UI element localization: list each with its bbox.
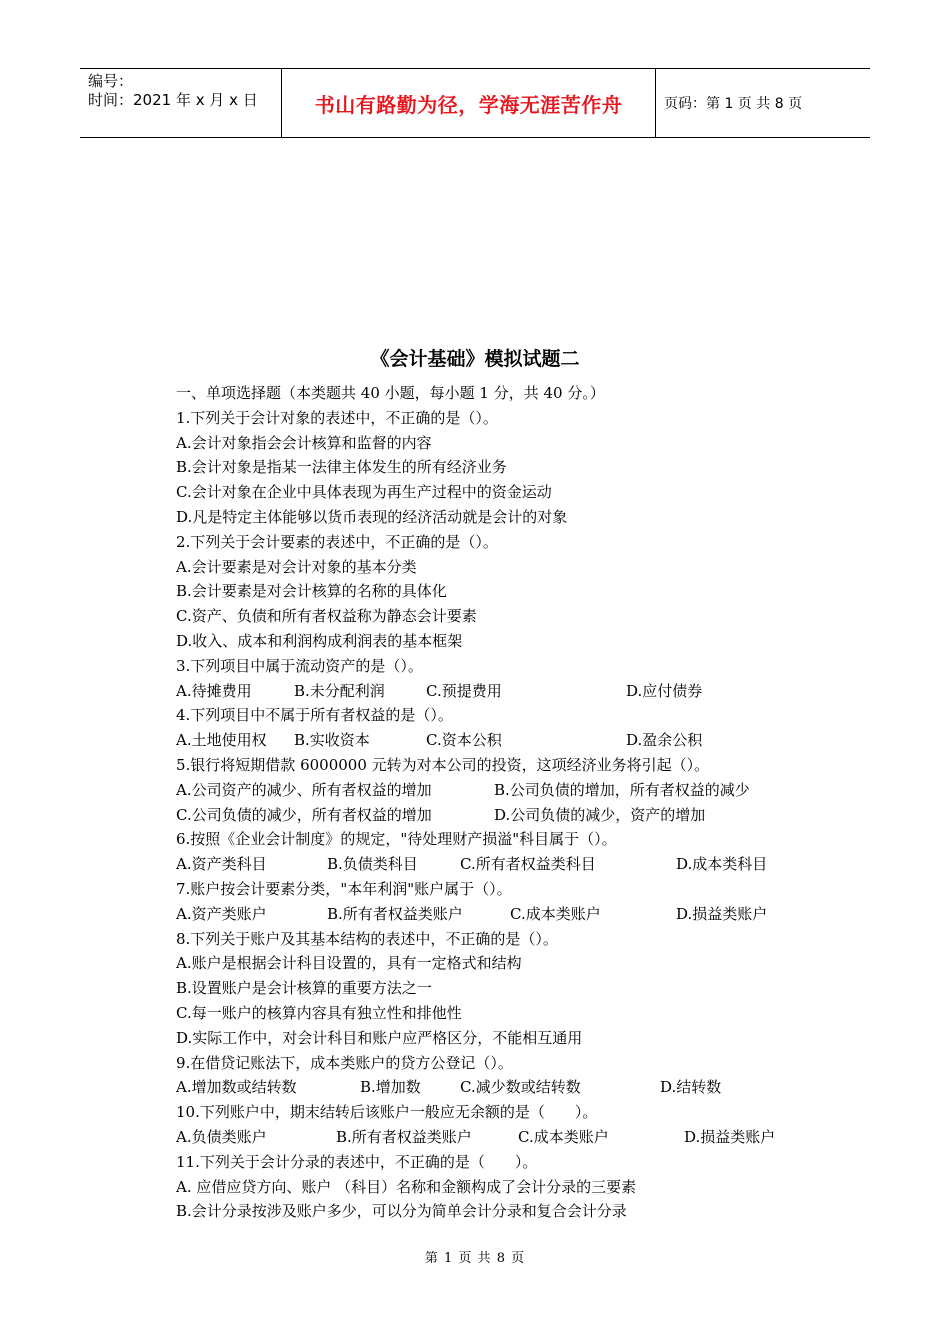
document-title: 《会计基础》模拟试题二 [370, 348, 580, 370]
header-page-info [656, 69, 870, 137]
option-row [176, 728, 816, 753]
section-heading: 一、单项选择题（本类题共 40 小题，每小题 1 分，共 40 分。） [176, 384, 605, 402]
option: A.账户是根据会计科目设置的，具有一定格式和结构 [176, 954, 522, 973]
option-row [176, 852, 816, 877]
option: D.结转数 [660, 1078, 722, 1097]
option: A.会计对象指会会计核算和监督的内容 [176, 433, 432, 452]
option: B.实收资本 [294, 731, 370, 750]
option: B.未分配利润 [294, 681, 385, 700]
option-row [176, 1125, 816, 1150]
option: C.公司负债的减少，所有者权益的增加 [176, 805, 432, 824]
question-stem: 11.下列关于会计分录的表述中，不正确的是（ ）。 [176, 1152, 538, 1171]
header-meta [80, 69, 282, 137]
option: B.会计分录按涉及账户多少，可以分为简单会计分录和复合会计分录 [176, 1202, 627, 1221]
question-stem: 9.在借贷记账法下，成本类账户的贷方公登记（）。 [176, 1053, 513, 1072]
option: D.实际工作中，对会计科目和账户应严格区分，不能相互通用 [176, 1028, 583, 1047]
option: C.减少数或结转数 [460, 1078, 581, 1097]
option: D.收入、成本和利润构成利润表的基本框架 [176, 631, 463, 650]
option: C.资本公积 [426, 731, 502, 750]
header-motto-cell [282, 69, 656, 137]
option: B.会计对象是指某一法律主体发生的所有经济业务 [176, 458, 507, 477]
option: A.待摊费用 [176, 681, 252, 700]
question-stem: 1.下列关于会计对象的表述中，不正确的是（）。 [176, 408, 498, 427]
question-stem: 5.银行将短期借款 6000000 元转为对本公司的投资，这项经济业务将引起（）。 [176, 755, 710, 774]
option-row [176, 679, 816, 704]
option: B.增加数 [360, 1078, 421, 1097]
option: A.资产类账户 [176, 904, 267, 923]
option-row [176, 803, 816, 828]
option-row [176, 902, 816, 927]
option: A.资产类科目 [176, 855, 267, 874]
question-stem: 2.下列关于会计要素的表述中，不正确的是（）。 [176, 532, 498, 551]
option: B.公司负债的增加，所有者权益的减少 [494, 780, 750, 799]
option: C.资产、负债和所有者权益称为静态会计要素 [176, 607, 477, 626]
option: D.成本类科目 [676, 855, 768, 874]
page-footer: 第 1 页 共 8 页 [424, 1251, 526, 1266]
option: D.应付债券 [626, 681, 703, 700]
option: D.损益类账户 [676, 904, 768, 923]
option: A.公司资产的减少、所有者权益的增加 [176, 780, 432, 799]
option: A.会计要素是对会计对象的基本分类 [176, 557, 417, 576]
option-row [176, 1075, 816, 1100]
option: B.会计要素是对会计核算的名称的具体化 [176, 582, 447, 601]
option-row [176, 778, 816, 803]
option: C.成本类账户 [510, 904, 601, 923]
time-label: 时间：2021 年 x 月 x 日 [88, 91, 258, 109]
option: C.会计对象在企业中具体表现为再生产过程中的资金运动 [176, 483, 552, 502]
question-stem: 10.下列账户中，期末结转后该账户一般应无余额的是（ ）。 [176, 1103, 598, 1122]
option: A. 应借应贷方向、账户 （科目）名称和金额构成了会计分录的三要素 [176, 1177, 637, 1196]
option: B.所有者权益类账户 [327, 904, 463, 923]
question-stem: 3.下列项目中属于流动资产的是（）。 [176, 656, 423, 675]
option: A.增加数或结转数 [176, 1078, 297, 1097]
option: D.公司负债的减少，资产的增加 [494, 805, 706, 824]
question-stem: 7.账户按会计要素分类，"本年利润"账户属于（）。 [176, 879, 512, 898]
option: C.预提费用 [426, 681, 502, 700]
option: B.负债类科目 [327, 855, 418, 874]
page-header [80, 68, 870, 138]
option: D.损益类账户 [684, 1127, 776, 1146]
question-stem: 6.按照《企业会计制度》的规定，"待处理财产损溢"科目属于（）。 [176, 830, 617, 849]
page-info: 页码：第 1 页 共 8 页 [664, 96, 803, 112]
option: C.成本类账户 [518, 1127, 609, 1146]
option: D.凡是特定主体能够以货币表现的经济活动就是会计的对象 [176, 507, 568, 526]
option: A.负债类账户 [176, 1127, 267, 1146]
option: C.每一账户的核算内容具有独立性和排他性 [176, 1003, 462, 1022]
question-stem: 8.下列关于账户及其基本结构的表述中，不正确的是（）。 [176, 929, 558, 948]
option: A.土地使用权 [176, 731, 267, 750]
option: D.盈余公积 [626, 731, 703, 750]
number-label: 编号： [88, 72, 134, 90]
option: B.设置账户是会计核算的重要方法之一 [176, 979, 432, 998]
motto: 书山有路勤为径，学海无涯苦作舟 [314, 92, 623, 117]
option: B.所有者权益类账户 [336, 1127, 472, 1146]
question-stem: 4.下列项目中不属于所有者权益的是（）。 [176, 706, 453, 725]
question-list [176, 381, 816, 1224]
option: C.所有者权益类科目 [460, 855, 596, 874]
